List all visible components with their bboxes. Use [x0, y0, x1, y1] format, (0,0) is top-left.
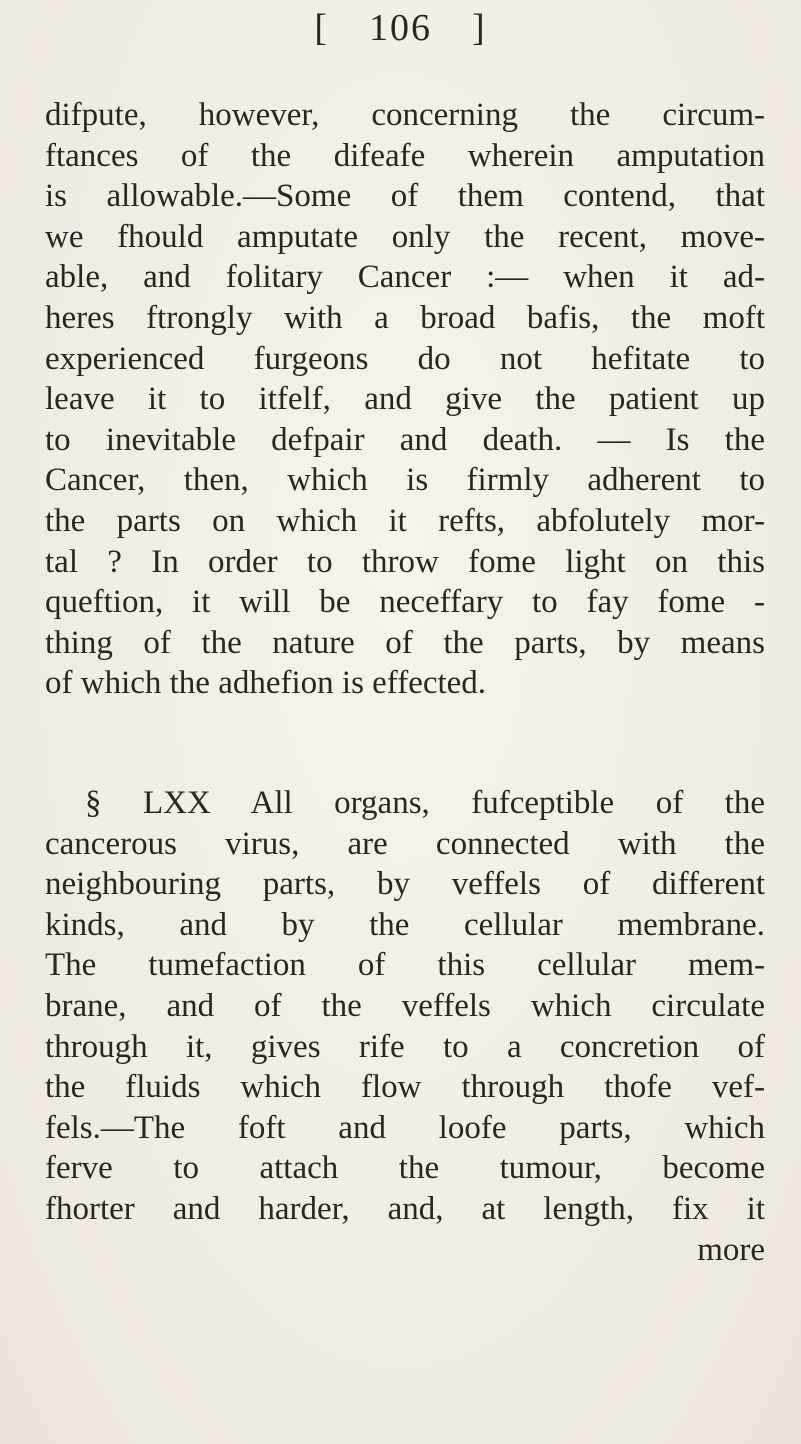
text-line: brane, and of the veffels which circulate [45, 987, 765, 1024]
text-line: heres ftrongly with a broad bafis, the moft [45, 299, 765, 336]
text-line: to inevitable defpair and death. — Is the [45, 421, 765, 458]
paragraph-2 [45, 783, 765, 1270]
text-line: tal ? In order to throw fome light on this [45, 543, 765, 580]
header-bracket-left: [ [314, 7, 329, 49]
paragraph-1 [45, 95, 765, 704]
text-line: ferve to attach the tumour, become [45, 1150, 765, 1187]
text-line: kinds, and by the cellular membrane. [45, 906, 765, 943]
text-line: experienced furgeons do not hefitate to [45, 340, 765, 377]
section-heading-line: § LXX All organs, fufceptible of the [85, 785, 765, 821]
header-bracket-right: ] [472, 7, 487, 49]
text-line: neighbouring parts, by veffels of different [45, 866, 765, 903]
text-line: The tumefaction of this cellular mem- [45, 947, 765, 984]
text-line: cancerous virus, are connected with the [45, 825, 765, 862]
text-line: through it, gives rife to a concretion of [45, 1028, 765, 1065]
text-line: Cancer, then, which is firmly adherent to [45, 462, 765, 499]
text-line: queftion, it will be neceffary to fay fome - [45, 584, 765, 621]
text-line: thing of the nature of the parts, by means [45, 624, 765, 661]
text-line: we fhould amputate only the recent, move- [45, 218, 765, 255]
catchword: more [697, 1231, 765, 1268]
text-line: ftances of the difeafe wherein amputation [45, 137, 765, 174]
text-line: is allowable.—Some of them contend, that [45, 178, 765, 215]
page-header [0, 6, 801, 50]
page-number: 106 [369, 7, 432, 49]
text-line: able, and folitary Cancer :— when it ad- [45, 259, 765, 296]
text-line: the parts on which it refts, abfolutely mor- [45, 502, 765, 539]
text-line: fhorter and harder, and, at length, fix it [45, 1190, 765, 1227]
text-line: leave it to itfelf, and give the patient up [45, 381, 765, 418]
text-line: the fluids which flow through thofe vef- [45, 1069, 765, 1106]
text-line: of which the adhefion is effected. [45, 665, 487, 702]
text-line: difpute, however, concerning the circum- [45, 97, 765, 133]
text-line: fels.—The foft and loofe parts, which [45, 1109, 765, 1146]
